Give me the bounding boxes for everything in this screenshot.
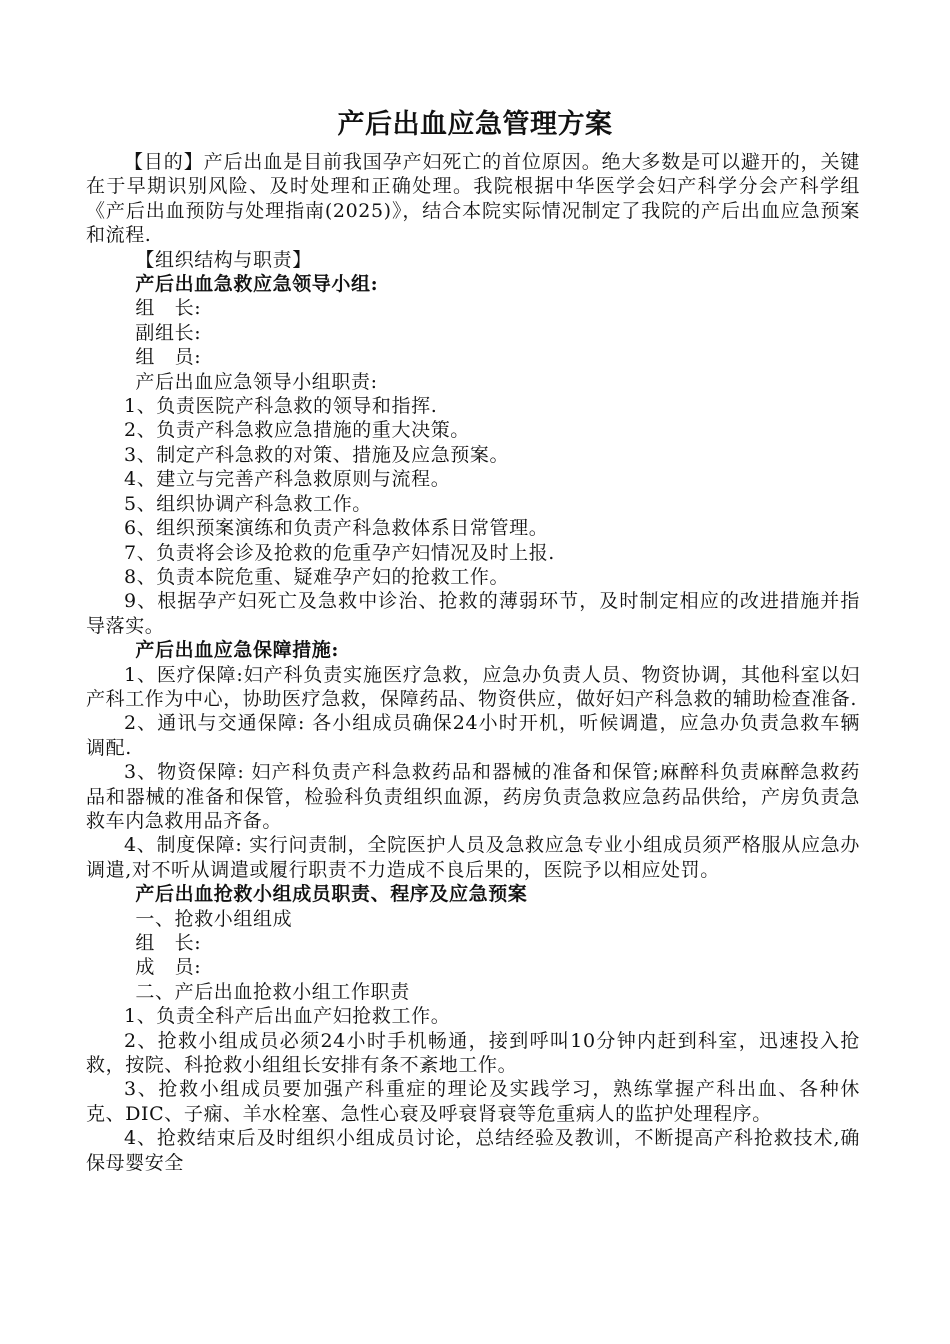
leadership-duty-item: 7、负责将会诊及抢救的危重孕产妇情况及时上报.: [124, 541, 555, 564]
measures-heading: 产后出血应急保障措施:: [135, 639, 340, 662]
document-body: [86, 150, 860, 1175]
leadership-duties-label: 产后出血应急领导小组职责:: [135, 370, 378, 393]
rescue-section-2: 二、产后出血抢救小组工作职责: [135, 980, 410, 1003]
rescue-duty-item: 1、负责全科产后出血产妇抢救工作。: [124, 1005, 451, 1028]
measure-item: 3、物资保障: 妇产科负责产科急救药品和器械的准备和保管;麻醉科负责麻醉急救药品和器械的准备和保管，检验科负责组织血源，药房负责急救应急药品供给，产房负责急救车内急救用品齐备。: [86, 761, 860, 832]
leadership-role-leader: 组 长:: [135, 297, 202, 320]
leadership-role-member: 组 员:: [135, 346, 202, 369]
leadership-heading: 产后出血急救应急领导小组:: [135, 273, 379, 296]
rescue-role-leader: 组 长:: [135, 932, 202, 954]
leadership-duty-item: 3、制定产科急救的对策、措施及应急预案。: [124, 443, 510, 466]
leadership-duty-item: 1、负责医院产科急救的领导和指挥.: [124, 395, 438, 418]
leadership-duty-item: 9、根据孕产妇死亡及急救中诊治、抢救的薄弱环节，及时制定相应的改进措施并指导落实。: [86, 590, 860, 637]
leadership-role-deputy: 副组长:: [135, 321, 202, 344]
rescue-duty-item: 4、抢救结束后及时组织小组成员讨论，总结经验及教训，不断提高产科抢救技术,确保母婴安全: [86, 1127, 860, 1174]
purpose-paragraph: 【目的】产后出血是目前我国孕产妇死亡的首位原因。绝大多数是可以避开的，关键在于早期识别风险、及时处理和正确处理。我院根据中华医学会妇产科学分会产科学组《产后出血预防与处理指南(2025)》，结合本院实际情况制定了我院的产后出血应急预案和流程.: [86, 151, 860, 247]
rescue-role-member: 成 员:: [135, 956, 202, 979]
rescue-duty-item: 2、抢救小组成员必须24小时手机畅通，接到呼叫10分钟内赶到科室，迅速投入抢救，按院、科抢救小组组长安排有条不紊地工作。: [86, 1029, 860, 1077]
leadership-duty-item: 5、组织协调产科急救工作。: [124, 492, 372, 515]
measure-item: 1、医疗保障:妇产科负责实施医疗急救，应急办负责人员、物资协调，其他科室以妇产科工作为中心，协助医疗急救，保障药品、物资供应，做好妇产科急救的辅助检查准备.: [86, 663, 860, 710]
measure-item: 2、通讯与交通保障: 各小组成员确保24小时开机，听候调遣，应急办负责急救车辆调配.: [86, 712, 860, 759]
measure-item: 4、制度保障: 实行问责制，全院医护人员及急救应急专业小组成员须严格服从应急办调遣,对不听从调遣或履行职责不力造成不良后果的，医院予以相应处罚。: [86, 834, 860, 881]
leadership-duty-item: 2、负责产科急救应急措施的重大决策。: [124, 419, 470, 442]
leadership-duty-item: 8、负责本院危重、疑难孕产妇的抢救工作。: [124, 565, 510, 588]
leadership-duty-item: 6、组织预案演练和负责产科急救体系日常管理。: [124, 517, 549, 540]
document-title: 产后出血应急管理方案: [337, 109, 613, 140]
rescue-section-1: 一、抢救小组组成: [135, 907, 293, 930]
org-heading: 【组织结构与职责】: [135, 248, 312, 271]
rescue-duty-item: 3、抢救小组成员要加强产科重症的理论及实践学习，熟练掌握产科出血、各种休克、DIC、子痫、羊水栓塞、急性心衰及呼衰肾衰等危重病人的监护处理程序。: [86, 1078, 860, 1125]
leadership-duty-item: 4、建立与完善产科急救原则与流程。: [124, 468, 451, 491]
rescue-heading: 产后出血抢救小组成员职责、程序及应急预案: [135, 883, 528, 906]
